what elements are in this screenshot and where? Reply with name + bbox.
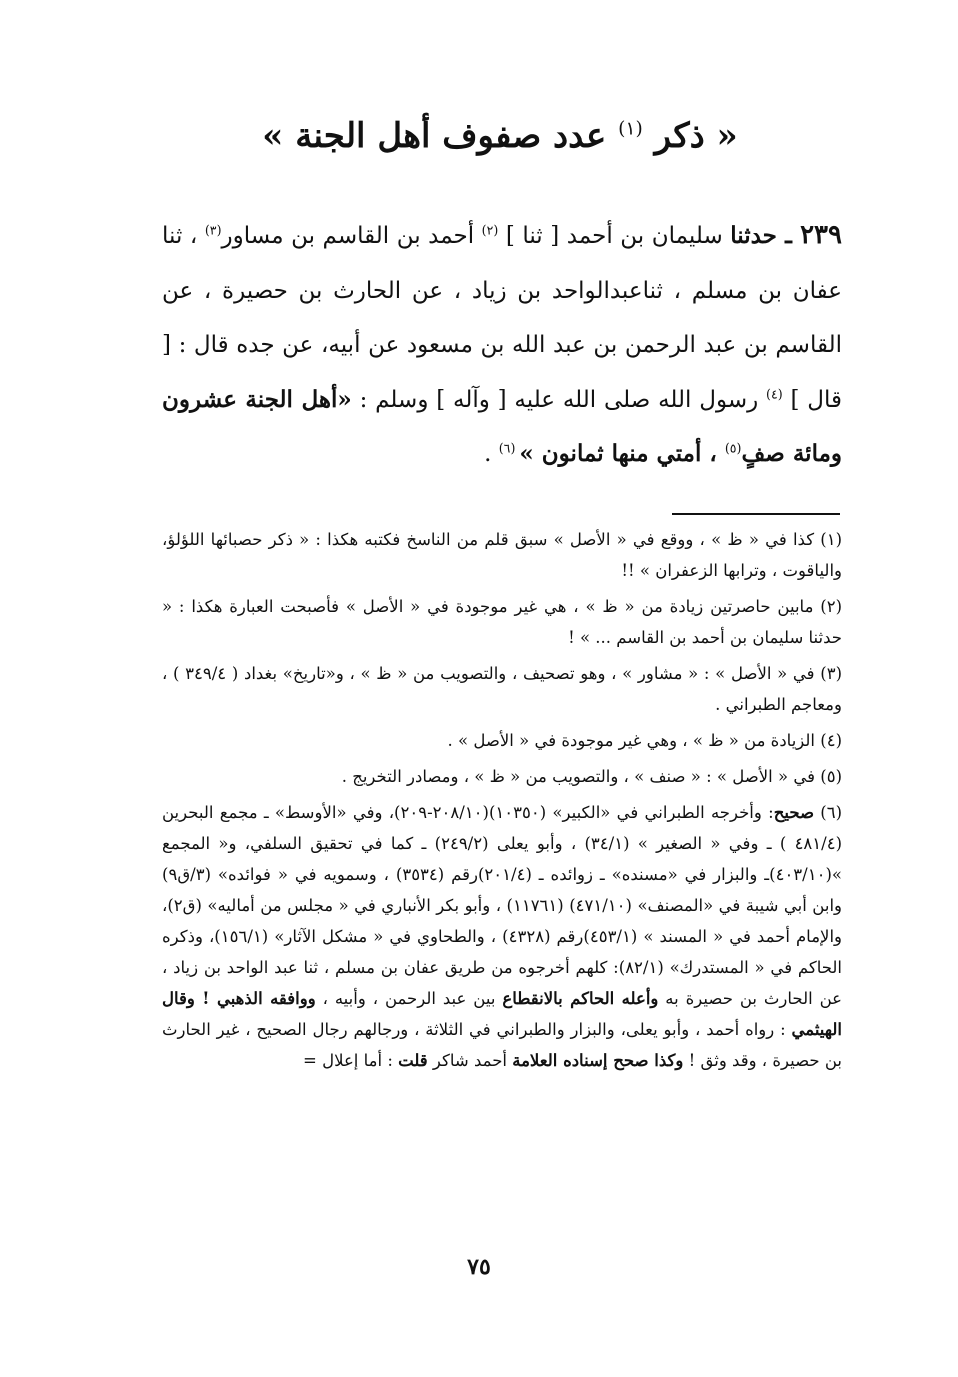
footnote-6-sahih: صحيح [773,803,814,822]
footnote-6 [162,797,842,1076]
footnote-separator [672,513,840,515]
matn-part-a: «أهل الجنة عشرون ومائة صفٍ [162,385,842,467]
footnote-2: (٢) مابين حاصرتين زيادة من « ظ » ، هي غير موجودة في « الأصل » فأصبحت العبارة هكذا : « حدثنا سليمان بن أحمد بن القاسم ... » ! [162,597,842,647]
isnad-part-3: ، ثنا عفان بن مسلم ، ثناعبدالواحد بن زياد ، عن الحارث بن حصيرة ، عن القاسم بن عبد الرحمن بن عبد الله بن مسعود عن أبيه، عن جده قال : [ قال ] [162,223,842,413]
footnote-6-part-a: : وأخرجه الطبراني في «الكبير» (١٠٣٥٠)(٢٠٨/١٠-٢٠٩)، وفي «الأوسط» ـ مجمع البحرين (٤٨١/٤ ) ـ وفي « الصغير » (٣٤/١) ، وأبو يعلى (٢٤٩/٢) ـ كما في تحقيق السلفي، و« المجمع »(٤٠٣/١٠)ـ والبزار في «مسنده» ـ زوائده ـ (٢٠١/٤)رقم (٣٥٣٤) ، وسمويه في « فوائده» (٣/ق٩) وابن أبي شيبة في «المصنف» (٤٧١/١٠) (١١٧٦١) ، وأبو بكر الأنباري في « مجلس من أماليه» (ق٢)، والإمام أحمد في « المسند » (٤٥٣/١)رقم (٤٣٢٨) ، والطحاوي في « مشكل الآثار» (١٥٦/١)، وذكره الحاكم في « المستدرك» (٨٢/١): كلهم أخرجوه من طريق عفان بن مسلم ، ثنا عبد الواحد بن زياد ، عن الحارث بن حصيرة به [162,803,843,1008]
footnote-3: (٣) في « الأصل » : « مشاور » ، وهو تصحيف ، والتصويب من « ظ » ، و«تاريخ» بغداد ( ٣٤٩/٤ ) ، ومعاجم الطبراني . [162,664,842,714]
heading-close-mark: » [262,116,296,156]
heading-open-mark: « [704,116,738,156]
footnote-ref-6: (٦) [498,440,520,456]
footnote-ref-4: (٤) [766,385,783,401]
footnote-6-part-b: بين عبد الرحمن ، وأبيه ، [315,989,503,1008]
footnote-6-part-d: أحمد شاكر [427,1051,513,1070]
footnote-6-part-c: : رواه أحمد ، وأبو يعلى، والبزار والطبراني في الثلاثة ، ورجالهم رجال الصحيح ، غير الحارث بن حصيرة ، وقد وثق ! [162,1020,842,1070]
footnote-ref-3: (٣) [204,222,222,238]
hadith-dash: ـ [776,222,801,249]
page-number: ٧٥ [467,1254,491,1280]
footnote-6-label: (٦) [813,803,842,822]
haddathana: حدثنا [730,222,777,249]
heading-footnote-ref: (١) [618,118,643,140]
footnote-1: (١) كذا في « ظ » ، ووقع في « الأصل » سبق قلم من الناسخ فكتبه هكذا : « ذكر حصبائها اللؤلؤ، والياقوت ، وترابها الزعفران » !! [162,530,842,580]
hadith-paragraph [162,208,842,482]
hadith-text [162,208,842,482]
hadith-number: ٢٣٩ [800,220,842,250]
matn-part-b: ، أمتي منها ثمانون » [519,440,725,467]
footnote-6-dhahabi-note: ووافقه الذهبي ! وقال الهيثمي [162,989,842,1039]
footnote-6-qultu: قلت [398,1051,428,1070]
heading-text-after: عدد صفوف أهل الجنة [295,116,619,156]
isnad-part-1: سليمان بن أحمد [ ثنا ] [498,223,731,249]
footnote-6-shakir-note: وكذا صحح إسناده العلامة [512,1051,684,1070]
footnote-5: (٥) في « الأصل » : « صنف » ، والتصويب من « ظ » ، ومصادر التخريج . [341,767,842,786]
footnote-6-part-e: : أما إعلال = [303,1051,399,1070]
heading-text-before: ذكر [642,116,705,156]
isnad-part-2: أحمد بن القاسم بن مساور [221,223,482,249]
isnad-part-4: رسول الله صلى الله عليه [ وآله ] وسلم : [351,386,767,413]
footnotes [162,524,842,1076]
footnote-6-hakim-note: وأعله الحاكم بالانقطاع [502,989,659,1008]
footnote-ref-5: (٥) [724,440,742,456]
chapter-heading [160,112,840,160]
hadith-end: . [484,441,499,467]
footnote-4: (٤) الزيادة من « ظ » ، وهي غير موجودة في « الأصل » . [447,731,842,750]
footnote-ref-2: (٢) [481,222,499,238]
